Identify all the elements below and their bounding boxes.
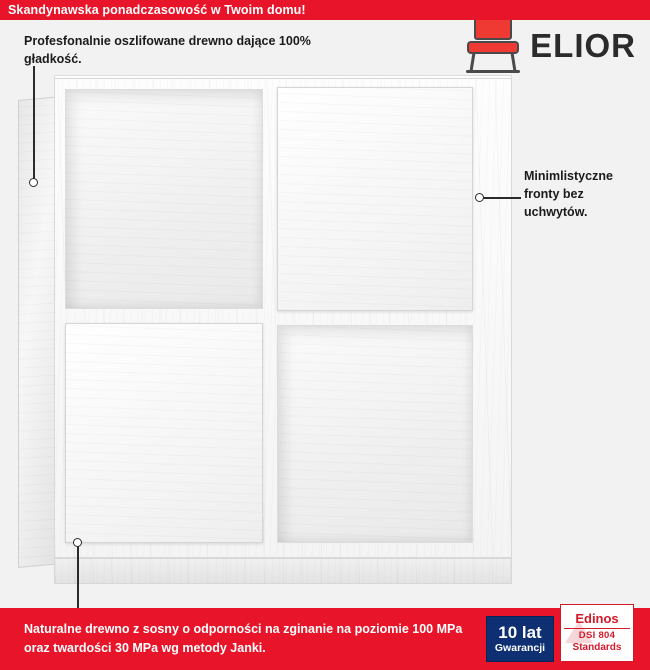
wood-grain-texture	[66, 324, 262, 542]
cell-top-left-open	[65, 89, 263, 309]
quality-brand: Edinos	[575, 611, 619, 627]
top-banner-text: Skandynawska ponadczasowość w Twoim domu!	[8, 3, 306, 17]
warranty-badge	[486, 616, 554, 662]
cabinet-side-panel	[18, 96, 58, 568]
cell-bottom-right-open	[277, 325, 473, 543]
cabinet-carcass	[54, 78, 512, 558]
bottom-banner	[0, 608, 650, 670]
warranty-label: Gwarancji	[494, 641, 546, 654]
callout-2-text: Minimlistyczne fronty bez uchwytów.	[524, 169, 613, 220]
callout-2-leader-line	[481, 197, 521, 199]
callout-1-leader-line	[33, 66, 35, 180]
warranty-years: 10 lat	[498, 622, 542, 642]
callout-3-marker	[73, 538, 82, 547]
bottom-banner-text: Naturalne drewno z sosny o odporności na zginanie na poziomie 100 MPa oraz twardości 30 MPa wg metody Janki.	[24, 622, 463, 655]
callout-1-marker	[29, 178, 38, 187]
brand-name: ELIOR	[530, 27, 636, 64]
cabinet	[18, 78, 512, 586]
wood-grain-texture	[19, 97, 57, 566]
quality-badge	[560, 604, 634, 662]
callout-2-marker	[475, 193, 484, 202]
cabinet-plinth	[54, 558, 512, 584]
quality-standard: DSI 804	[578, 630, 616, 642]
quality-label: Standards	[572, 641, 622, 653]
wood-grain-texture	[278, 88, 472, 310]
wood-grain-texture	[66, 90, 262, 308]
callout-1-text: Profesfonalnie oszlifowane drewno dające 100% gładkość.	[24, 34, 311, 67]
cell-bottom-left-door	[65, 323, 263, 543]
wood-grain-texture	[278, 326, 472, 542]
triangle-icon	[565, 621, 593, 643]
wood-grain-texture	[55, 559, 511, 583]
cell-top-right-door	[277, 87, 473, 311]
product-photo	[0, 20, 650, 608]
top-banner	[0, 0, 650, 20]
